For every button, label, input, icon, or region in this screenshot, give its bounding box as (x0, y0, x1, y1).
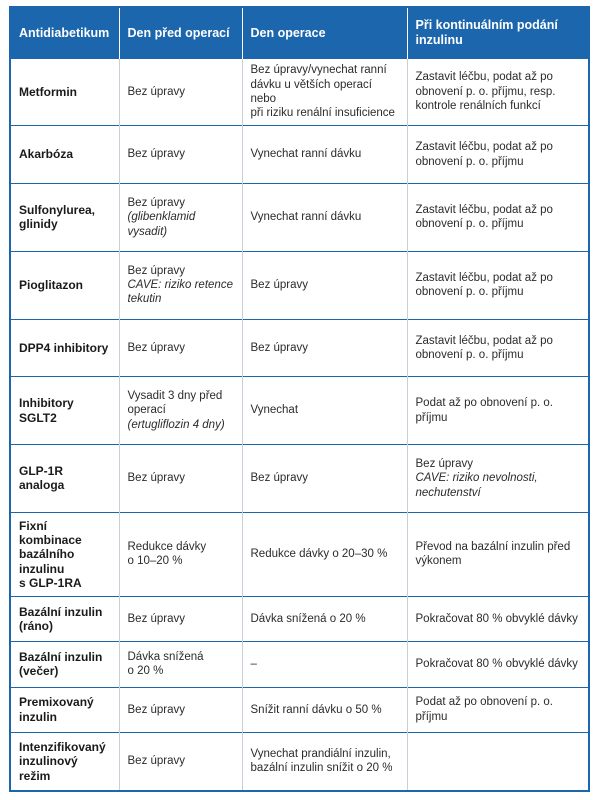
surgery-day-cell (242, 642, 407, 687)
day-before-cell-note: (glibenklamid vysadit) (127, 211, 196, 238)
day-before-cell (119, 512, 242, 596)
continuous-insulin-cell (407, 642, 588, 687)
surgery-day-cell-line: – (250, 658, 257, 671)
drug-name-cell-line: Metformin (19, 84, 77, 99)
continuous-insulin-cell-line: Bez úpravy (415, 457, 474, 470)
drug-name-cell (11, 445, 119, 513)
drug-name-cell-line: inzulinový režim (19, 754, 78, 783)
continuous-insulin-cell-line: kontrole renálních funkcí (415, 100, 541, 113)
continuous-insulin-cell (407, 126, 588, 184)
day-before-cell (119, 377, 242, 445)
day-before-cell-line: Bez úpravy (127, 148, 186, 161)
continuous-insulin-cell-line: Zastavit léčbu, podat až po (415, 203, 553, 216)
antidiabetic-table (11, 8, 588, 790)
surgery-day-cell-line: při riziku renální insuficience (250, 107, 395, 120)
continuous-insulin-cell (407, 377, 588, 445)
drug-name-cell-line: Bazální inzulin (19, 650, 103, 665)
day-before-cell-line: Vysadit 3 dny před (127, 390, 223, 403)
drug-name-cell-line: Bazální inzulin (19, 604, 103, 619)
surgery-day-cell-line: Bez úpravy (250, 278, 309, 291)
day-before-cell (119, 183, 242, 251)
drug-name-cell-line: (večer) (19, 664, 59, 679)
drug-name-cell-line: bazálního (19, 547, 75, 562)
header-den-pred-operaci: Den před operací (119, 8, 242, 58)
surgery-day-cell (242, 732, 407, 790)
header-den-operace: Den operace (242, 8, 407, 58)
table-row (11, 445, 588, 513)
surgery-day-cell-line: Snížit ranní dávku o 50 % (250, 703, 382, 716)
surgery-day-cell-line: Vynechat ranní dávku (250, 148, 362, 161)
continuous-insulin-cell (407, 58, 588, 126)
drug-name-cell-line: s GLP-1RA (19, 576, 82, 591)
drug-name-cell-line: (ráno) (19, 619, 53, 634)
drug-name-cell (11, 58, 119, 126)
surgery-day-cell (242, 319, 407, 377)
table-row (11, 377, 588, 445)
day-before-cell-line: o 20 % (127, 665, 164, 678)
drug-name-cell (11, 126, 119, 184)
surgery-day-cell (242, 377, 407, 445)
table-row (11, 687, 588, 732)
day-before-cell (119, 319, 242, 377)
day-before-cell (119, 126, 242, 184)
continuous-insulin-cell-line: Zastavit léčbu, podat až po (415, 271, 553, 284)
continuous-insulin-cell-line: Podat až po obnovení p. o. příjmu (415, 696, 553, 723)
continuous-insulin-cell-note: CAVE: riziko nevolnosti, nechutenství (415, 472, 538, 499)
continuous-insulin-cell (407, 251, 588, 319)
surgery-day-cell (242, 597, 407, 642)
drug-name-cell (11, 183, 119, 251)
continuous-insulin-cell (407, 319, 588, 377)
continuous-insulin-cell-line: Zastavit léčbu, podat až po (415, 334, 553, 347)
day-before-cell-line: Bez úpravy (127, 472, 186, 485)
surgery-day-cell (242, 445, 407, 513)
continuous-insulin-cell-line: obnovení p. o. příjmu (415, 218, 524, 231)
day-before-cell (119, 445, 242, 513)
surgery-day-cell (242, 183, 407, 251)
surgery-day-cell-line: bazální inzulin snížit o 20 % (250, 762, 393, 775)
day-before-cell-line: operací (127, 404, 166, 417)
day-before-cell-line: Bez úpravy (127, 703, 186, 716)
continuous-insulin-cell-line: obnovení p. o. příjmu, resp. (415, 85, 556, 98)
day-before-cell-line: Bez úpravy (127, 85, 186, 98)
continuous-insulin-cell-line: Zastavit léčbu, podat až po (415, 141, 553, 154)
surgery-day-cell-line: Bez úpravy (250, 472, 309, 485)
continuous-insulin-cell-line: obnovení p. o. příjmu (415, 286, 524, 299)
surgery-day-cell-line: Redukce dávky o 20–30 % (250, 548, 388, 561)
surgery-day-cell-line: Vynechat (250, 404, 299, 417)
surgery-day-cell-line: Vynechat ranní dávku (250, 211, 362, 224)
day-before-cell (119, 597, 242, 642)
day-before-cell-line: o 10–20 % (127, 555, 183, 568)
day-before-cell-line: Dávka snížená (127, 651, 204, 664)
day-before-cell-line: Bez úpravy (127, 755, 186, 768)
day-before-cell (119, 251, 242, 319)
continuous-insulin-cell (407, 512, 588, 596)
day-before-cell-note: (ertugliflozin 4 dny) (127, 418, 225, 431)
day-before-cell-line: Bez úpravy (127, 341, 186, 354)
continuous-insulin-cell-line: obnovení p. o. příjmu (415, 348, 524, 361)
surgery-day-cell-line: Vynechat prandiální inzulin, (250, 748, 391, 761)
drug-name-cell-line: inzulin (19, 709, 57, 724)
drug-name-cell (11, 687, 119, 732)
continuous-insulin-cell-line: Zastavit léčbu, podat až po (415, 71, 553, 84)
table-row (11, 319, 588, 377)
surgery-day-cell (242, 58, 407, 126)
table-row (11, 642, 588, 687)
drug-name-cell (11, 732, 119, 790)
continuous-insulin-cell-line: Převod na bazální inzulin před (415, 541, 571, 554)
day-before-cell-line: Bez úpravy (127, 264, 186, 277)
continuous-insulin-cell-line: Pokračovat 80 % obvyklé dávky (415, 613, 578, 626)
surgery-day-cell-line: dávku u větších operací nebo (250, 78, 372, 105)
day-before-cell-line: Bez úpravy (127, 613, 186, 626)
drug-name-cell-line: Pioglitazon (19, 277, 83, 292)
continuous-insulin-cell (407, 732, 588, 790)
drug-name-cell (11, 642, 119, 687)
continuous-insulin-cell-line: Pokračovat 80 % obvyklé dávky (415, 658, 578, 671)
surgery-day-cell (242, 126, 407, 184)
day-before-cell (119, 642, 242, 687)
continuous-insulin-cell (407, 183, 588, 251)
drug-name-cell-line: Akarbóza (19, 147, 74, 162)
drug-name-cell (11, 319, 119, 377)
table-row (11, 512, 588, 596)
day-before-cell (119, 732, 242, 790)
surgery-day-cell-line: Bez úpravy (250, 341, 309, 354)
continuous-insulin-cell (407, 445, 588, 513)
surgery-day-cell (242, 512, 407, 596)
table-row (11, 58, 588, 126)
antidiabetic-table-frame (9, 6, 590, 792)
continuous-insulin-cell-line: Podat až po obnovení p. o. příjmu (415, 397, 553, 424)
surgery-day-cell (242, 687, 407, 732)
drug-name-cell-line: Sulfonylurea, (19, 202, 96, 217)
table-row (11, 732, 588, 790)
drug-name-cell (11, 251, 119, 319)
drug-name-cell-line: glinidy (19, 217, 58, 232)
drug-name-cell-line: Fixní kombinace (19, 518, 82, 547)
surgery-day-cell-line: Bez úpravy/vynechat ranní (250, 64, 387, 77)
drug-name-cell (11, 512, 119, 596)
surgery-day-cell (242, 251, 407, 319)
drug-name-cell-line: Inhibitory SGLT2 (19, 396, 74, 425)
table-row (11, 251, 588, 319)
drug-name-cell (11, 597, 119, 642)
table-row (11, 126, 588, 184)
day-before-cell-note: CAVE: riziko retence tekutin (127, 278, 233, 306)
continuous-insulin-cell-line: obnovení p. o. příjmu (415, 155, 524, 168)
drug-name-cell-line: GLP-1R analoga (19, 464, 65, 493)
header-antidiabetikum: Antidiabetikum (11, 8, 119, 58)
drug-name-cell-line: Premixovaný (19, 695, 94, 710)
drug-name-cell-line: inzulinu (19, 561, 65, 576)
continuous-insulin-cell-line: výkonem (415, 555, 462, 568)
surgery-day-cell-line: Dávka snížená o 20 % (250, 613, 366, 626)
table-row (11, 183, 588, 251)
table-header-row (11, 8, 588, 58)
drug-name-cell-line: Intenzifikovaný (19, 739, 106, 754)
day-before-cell-line: Redukce dávky (127, 541, 207, 554)
continuous-insulin-cell (407, 597, 588, 642)
day-before-cell-line: Bez úpravy (127, 196, 186, 209)
table-row (11, 597, 588, 642)
day-before-cell (119, 58, 242, 126)
drug-name-cell (11, 377, 119, 445)
drug-name-cell-line: DPP4 inhibitory (19, 340, 109, 355)
day-before-cell (119, 687, 242, 732)
continuous-insulin-cell (407, 687, 588, 732)
header-kontinualni-inzulin: Při kontinuálním podání inzulinu (407, 8, 588, 58)
